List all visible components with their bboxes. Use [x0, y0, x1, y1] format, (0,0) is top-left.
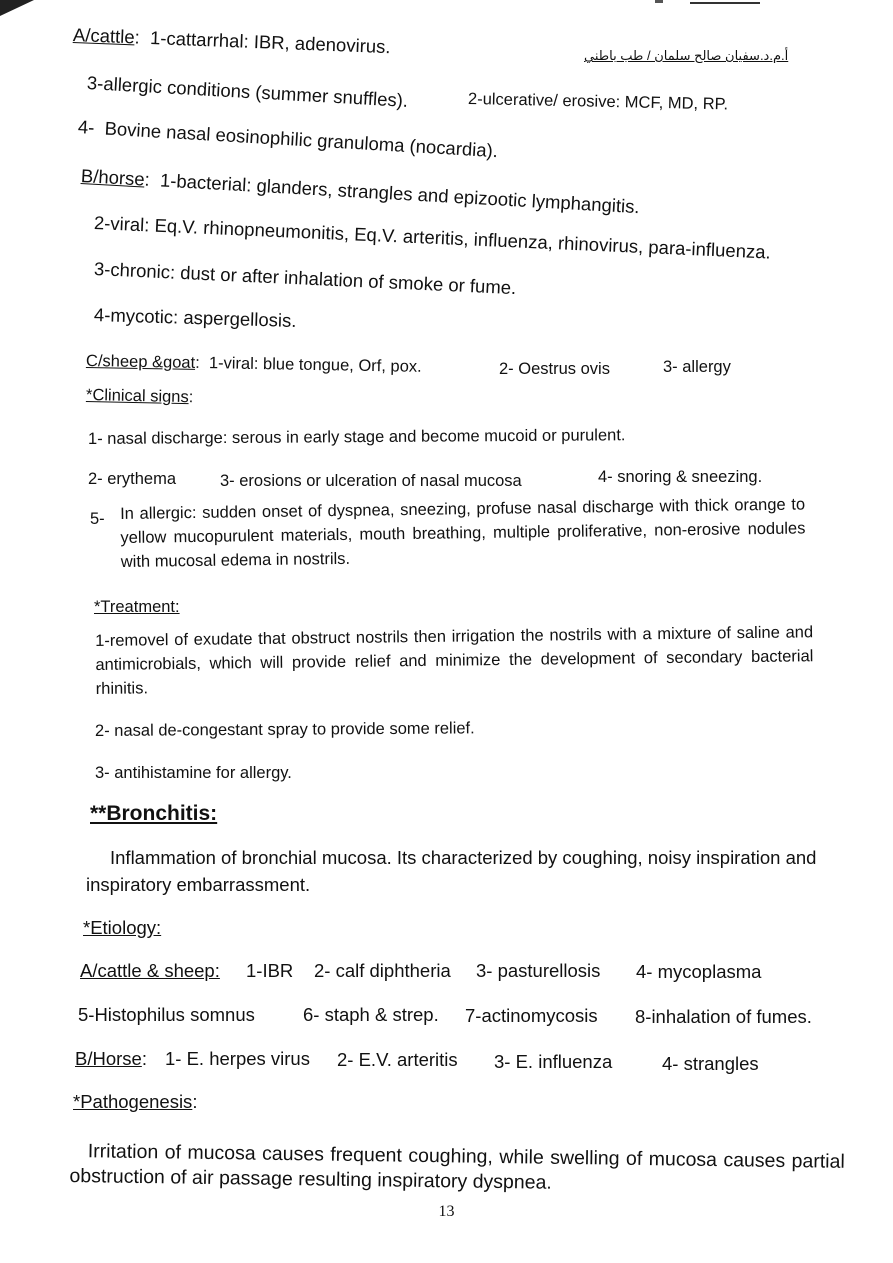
colon: : [188, 388, 194, 407]
treatment-item-2: 2- nasal de-congestant spray to provide some relief. [94, 719, 475, 740]
sheep-goat-item-2: 2- Oestrus ovis [499, 360, 610, 378]
colon: : [192, 1091, 198, 1112]
cattle-item-4: Bovine nasal eosinophilic granuloma (nocardia). [104, 117, 499, 162]
scan-corner-mark [0, 0, 34, 16]
cattle-line-1 [73, 24, 391, 57]
sheep-goat-label: C/sheep &goat [85, 352, 196, 372]
treatment-title: *Treatment: [94, 598, 180, 616]
bronchitis-cattle-item: 5-Histophilus somnus [78, 1004, 255, 1025]
sheep-goat-line [86, 352, 422, 377]
horse-item-3: 3-chronic: dust or after inhalation of smoke or fume. [93, 258, 517, 299]
bronchitis-heading: **Bronchitis: [90, 802, 218, 825]
clinical-signs-title [86, 386, 194, 407]
pathogenesis-title-line [73, 1091, 197, 1112]
cattle-item-3: 3-allergic conditions (summer snuffles). [86, 72, 409, 111]
bronchitis-cattle-label [80, 960, 220, 981]
bronchitis-cattle-item: 7-actinomycosis [465, 1005, 598, 1026]
pathogenesis-title: *Pathogenesis [73, 1091, 193, 1112]
sheep-goat-item-1: 1-viral: blue tongue, Orf, pox. [208, 354, 422, 376]
bronchitis-horse-line [75, 1048, 147, 1069]
cattle-label: A/cattle [72, 24, 136, 48]
bronchitis-horse-item: 4- strangles [662, 1053, 759, 1074]
etiology-title: *Etiology: [83, 917, 162, 938]
horse-item-2: 2-viral: Eq.V. rhinopneumonitis, Eq.V. arteritis, influenza, rhinovirus, para-influenza. [93, 212, 772, 263]
clinical-sign-5: In allergic: sudden onset of dyspnea, sneezing, profuse nasal discharge with thick orange to yellow mucopurulent materials, mouth breathing, multiple proliferative, non-erosive nodules with mucosal edema in nostrils. [120, 495, 806, 571]
clinical-sign-1: 1- nasal discharge: serous in early stage and become mucoid or purulent. [87, 426, 626, 448]
horse-line-1 [80, 165, 640, 217]
cattle-line-4 [77, 116, 498, 161]
treatment-item-1: 1-removel of exudate that obstruct nostrils then irrigation the nostrils with a mixture of saline and antimicrobials, which will provide relief and minimize the development of secondary bacterial rhinitis. [95, 623, 814, 698]
cattle-sheep-label: A/cattle & sheep: [80, 960, 220, 981]
page-number: 13 [438, 1203, 455, 1220]
clinical-signs-title-text: *Clinical signs [85, 386, 189, 407]
bronchitis-cattle-item: 3- pasturellosis [476, 960, 601, 981]
cattle-item-1: 1-cattarrhal: IBR, adenovirus. [149, 26, 391, 58]
bronchitis-horse-item: 3- E. influenza [494, 1051, 613, 1072]
bronchitis-cattle-item: 1-IBR [246, 960, 294, 981]
colon: : [134, 26, 141, 48]
bronchitis-definition: Inflammation of bronchial mucosa. Its characterized by coughing, noisy inspiration and inspiratory embarrassment. [86, 847, 817, 895]
cattle-item-4-num: 4- [77, 116, 96, 138]
bronchitis-cattle-item: 2- calf diphtheria [314, 960, 451, 981]
colon: : [144, 168, 151, 190]
horse-label: B/horse [80, 165, 146, 190]
clinical-sign-2: 2- erythema [88, 470, 177, 488]
bronchitis-horse-item: 1- E. herpes virus [165, 1048, 310, 1069]
bronchitis-horse-label: B/Horse [75, 1048, 142, 1069]
bronchitis-cattle-item: 8-inhalation of fumes. [635, 1006, 812, 1027]
clinical-sign-3: 3- erosions or ulceration of nasal mucosa [220, 472, 522, 490]
sheep-goat-item-3: 3- allergy [663, 358, 731, 376]
colon: : [141, 1048, 147, 1069]
pathogenesis-text: Irritation of mucosa causes frequent coughing, while swelling of mucosa causes partial obstruction of air passage resulting inspiratory dyspnea. [69, 1140, 845, 1195]
horse-item-4: 4-mycotic: aspergellosis. [93, 304, 297, 332]
top-rule-mark [655, 0, 663, 3]
bronchitis-cattle-item: 4- mycoplasma [636, 961, 762, 982]
cattle-item-2: 2-ulcerative/ erosive: MCF, MD, RP. [467, 90, 729, 114]
bronchitis-horse-item: 2- E.V. arteritis [337, 1049, 458, 1070]
clinical-sign-5-num: 5- [90, 510, 105, 528]
treatment-item-3: 3- antihistamine for allergy. [95, 764, 292, 782]
clinical-sign-4: 4- snoring & sneezing. [598, 468, 763, 486]
bronchitis-cattle-item: 6- staph & strep. [303, 1004, 439, 1025]
horse-item-1: 1-bacterial: glanders, strangles and epizootic lymphangitis. [159, 169, 641, 218]
top-rule [690, 2, 760, 4]
author-header: أ.م.د.سفيان صالح سلمان / طب باطني [584, 48, 789, 63]
colon: : [195, 353, 200, 372]
